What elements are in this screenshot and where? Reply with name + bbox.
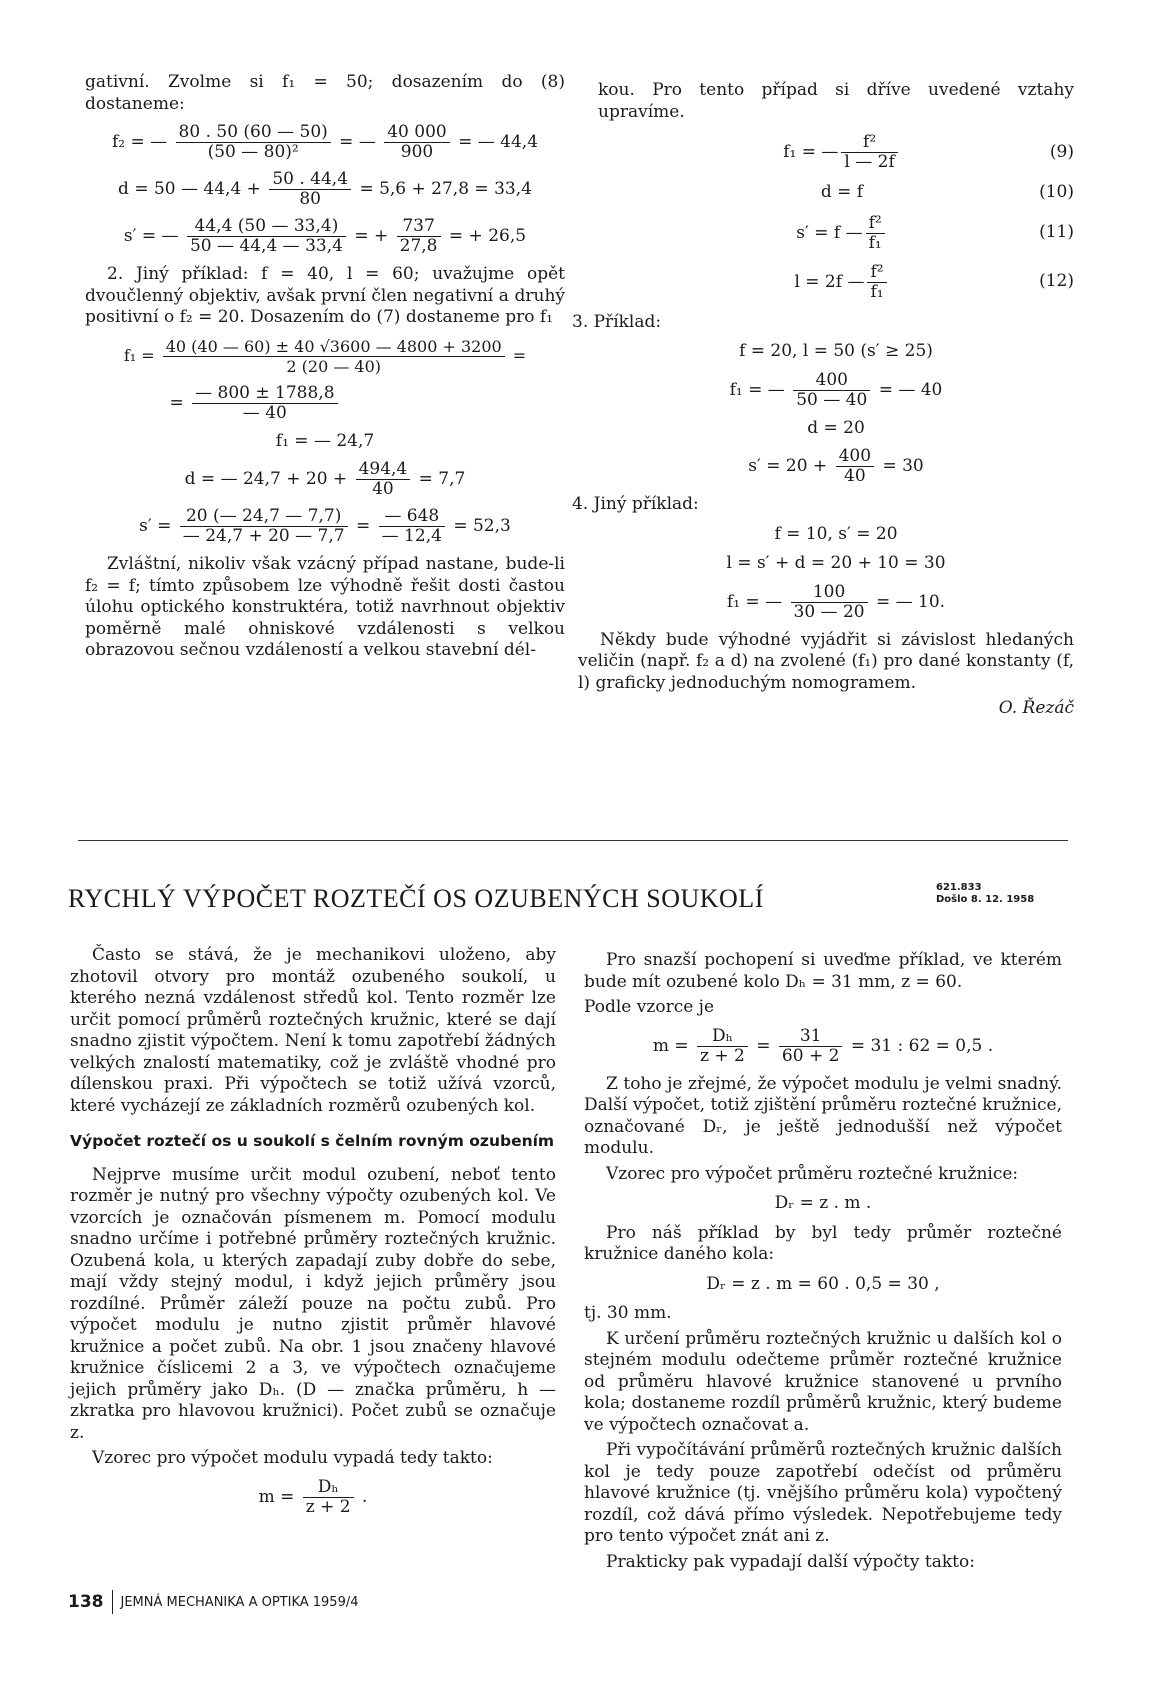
column-bottom-right	[584, 950, 1062, 1577]
equation-modul-example: m = $\frac{\text{Dₕ}}{z + 2}$ = $\frac{31}{60 + 2}$ = 31 : 62 = 0,5 .	[652, 1025, 994, 1066]
fraction: $\frac{20 (— 24,7 — 7,7)}{— 24,7 + 20 — 7,7}$	[180, 507, 348, 546]
paragraph: gativní. Zvolme si f₁ = 50; dosazením do (8) dostaneme:	[85, 72, 565, 114]
section-heading: Výpočet roztečí os u soukolí s čelním rovným ozubením	[70, 1132, 555, 1150]
fraction: $\frac{400}{50 — 40}$	[793, 371, 870, 410]
equation-9: f₁ = — $\frac{\text{f²}}{l — 2f}$ (9)	[783, 132, 1074, 172]
fraction: $\frac{80 . 50 (60 — 50)}{\text{(50 — 80)²}}$	[176, 123, 331, 162]
page-footer	[68, 1590, 359, 1614]
paragraph: Zvláštní, nikoliv však vzácný případ nastane, bude-li f₂ = f; tímto způsobem lze výhodně řešit dosti častou úlohu optického konstruktéra, totiž navrhnout objektiv poměrně malé ohniskové vzdálenosti s velkou obrazovou sečnou vzdáleností a velkou stavební dél-	[85, 554, 565, 660]
fraction: $\frac{40 (40 — 60) \pm 40 √3600 — 4800 + 3200}{2 (20 — 40)}$	[163, 337, 505, 376]
paragraph: Nejprve musíme určit modul ozubení, neboť tento rozměr je nutný pro všechny výpočty ozubených kol. Ve vzorcích je označován písmenem m. Pomocí modulu snadno určíme i potřebné průměry roztečných kružnic. Ozubená kola, u kterých zapadají zuby dobře do sebe, mají vždy stejný modul, i když jejich průměry jsou rozdílné. Průměr záleží pouze na počtu zubů. Pro výpočet modulu je nutno zjistit průměr hlavové kružnice a počet zubů. Na obr. 1 jsou značeny hlavové kružnice číslicemi 2 a 3, ve výpočtech označujeme jejich průměry jako Dₕ. (D — značka průměru, h — zkratka pro hlavovou kružnici). Počet zubů se označuje z.	[70, 1164, 556, 1443]
paragraph: Při vypočítávání průměrů roztečných kružnic dalších kol je tedy pouze zapotřebí odečíst od průměru hlavové kružnice (tj. vnějšího průměru kola) vypočtený rozdíl, což dává přímo výsledek. Nepotřebujeme tedy pro tento výpočet znát ani z.	[584, 1440, 1062, 1546]
equation-number: (11)	[1039, 222, 1074, 243]
fraction: $\frac{100}{30 — 20}$	[791, 583, 868, 622]
fraction: $\frac{50 . 44,4}{80}$	[269, 170, 351, 209]
equation: s′ = 20 + $\frac{400}{40}$ = 30	[748, 446, 924, 486]
paragraph: Vzorec pro výpočet modulu vypadá tedy takto:	[92, 1448, 493, 1468]
paragraph: Pro náš příklad by byl tedy průměr roztečné kružnice daného kola:	[584, 1222, 1062, 1264]
column-top-left	[85, 72, 565, 666]
fraction: $\frac{31}{60 + 2}$	[779, 1027, 843, 1066]
fraction: $\frac{\text{Dₕ}}{z + 2}$	[697, 1027, 748, 1066]
fraction: $\frac{\text{f²}}{l — 2f}$	[841, 133, 897, 172]
equation: Dᵣ = z . m = 60 . 0,5 = 30 ,	[706, 1273, 940, 1294]
paragraph: Pro snazší pochopení si uveďme příklad, ve kterém bude mít ozubené kolo Dₕ = 31 mm, z = 60.	[584, 950, 1062, 992]
received-date: Došlo 8. 12. 1958	[936, 894, 1035, 905]
equation-11: s′ = f — $\frac{\text{f²}}{\text{f₁}}$ (11)	[796, 212, 1074, 253]
fraction: $\frac{44,4 (50 — 33,4)}{50 — 44,4 — 33,4}$	[187, 217, 346, 256]
equation-d2: d = — 24,7 + 20 + $\frac{494,4}{40}$ = 7,7	[184, 459, 466, 499]
page-number: 138	[68, 1592, 104, 1612]
fraction: $\frac{737}{27,8}$	[397, 217, 441, 256]
equation-number: (10)	[1039, 182, 1074, 202]
equation: f₁ = — $\frac{100}{30 — 20}$ = — 10.	[726, 581, 946, 622]
equation-f2: f₂ = — $\frac{80 . 50 (60 — 50)}{\text{(50 — 80)²}}$ = — $\frac{40 000}{900}$ = — 44,4	[111, 122, 539, 162]
column-top-right	[572, 80, 1074, 720]
equation-number: (12)	[1039, 271, 1074, 292]
paragraph: K určení průměru roztečných kružnic u dalších kol o stejném modulu odečteme průměr roztečné kružnice od průměru hlavové kružnice stanovené u prvního kola; dostaneme rozdíl průměrů kružnic, který budeme ve výpočtech označovat a.	[584, 1328, 1062, 1435]
paragraph: Prakticky pak vypadají další výpočty takto:	[606, 1551, 975, 1572]
equation-12: l = 2f — $\frac{\text{f²}}{\text{f₁}}$ (12)	[794, 261, 1074, 302]
equation: l = s′ + d = 20 + 10 = 30	[726, 553, 946, 573]
footer-divider	[112, 1590, 113, 1614]
equation-number: (9)	[1049, 141, 1074, 162]
equation-s2: s′ = $\frac{20 (— 24,7 — 7,7)}{— 24,7 + 20 — 7,7}$ = $\frac{— 648}{— 12,4}$ = 52,3	[139, 506, 511, 546]
paragraph: Často se stává, že je mechanikovi uloženo, aby zhotovil otvory pro montáž ozubeného soukolí, u kterého nezná vzdálenost středů kol. Tento rozměr lze určit pomocí průměrů roztečných kružnic, které se dají snadno zjistit výpočtem. Není k tomu zapotřebí žádných velkých znalostí matematiky, což je zvláště vhodné pro dílenskou praxi. Při výpočtech se totiž užívá vzorců, které vycházejí ze základních rozměrů ozubených kol.	[70, 945, 556, 1116]
fraction: $\frac{\text{f²}}{\text{f₁}}$	[866, 214, 885, 253]
fraction: $\frac{— 648}{— 12,4}$	[379, 507, 445, 546]
equation-d: d = 50 — 44,4 + $\frac{50 . 44,4}{80}$ = 5,6 + 27,8 = 33,4	[118, 169, 532, 209]
paragraph: Podle vzorce je	[584, 997, 715, 1017]
equation: f₁ = — $\frac{400}{50 — 40}$ = — 40	[729, 369, 943, 410]
paragraph: Někdy bude výhodné vyjádřit si závislost hledaných veličin (např. f₂ a d) na zvolené (f₁) pro dané konstanty (f, l) graficky jednoduchým nomogramem.	[578, 629, 1074, 693]
paragraph: 2. Jiný příklad: f = 40, l = 60; uvažujme opět dvoučlenný objektiv, avšak první člen negativní a druhý positivní o f₂ = 20. Dosazením do (7) dostaneme pro f₁	[85, 264, 565, 327]
equation: d = 20	[807, 417, 865, 438]
paragraph: Vzorec pro výpočet průměru roztečné kružnice:	[606, 1163, 1019, 1184]
column-bottom-left	[70, 945, 556, 1525]
equation-s: s′ = — $\frac{44,4 (50 — 33,4)}{50 — 44,4 — 33,4}$ = + $\frac{737}{27,8}$ = + 26,5	[123, 216, 527, 256]
paragraph: tj. 30 mm.	[584, 1303, 672, 1323]
article-meta	[936, 882, 1034, 906]
fraction: $\frac{400}{40}$	[836, 447, 874, 486]
example-heading: 4. Jiný příklad:	[572, 494, 699, 514]
fraction: $\frac{40 000}{900}$	[384, 123, 449, 162]
fraction: $\frac{\text{Dₕ}}{z + 2}$	[303, 1478, 354, 1517]
author-signature: O. Řezáč	[998, 698, 1074, 718]
equation-f1: f₁ = $\frac{40 (40 — 60) \pm 40 √3600 — 4800 + 3200}{2 (20 — 40)}$ =	[123, 336, 527, 376]
fraction: $\frac{494,4}{40}$	[356, 460, 411, 499]
udc-code: 621.833	[936, 882, 982, 893]
equation-f1-result: f₁ = — 24,7	[275, 430, 375, 451]
equation-10: d = f (10)	[820, 182, 1074, 202]
fraction: $\frac{— 800 \pm 1788,8}{— 40}$	[192, 384, 337, 423]
paragraph: kou. Pro tento případ si dříve uvedené vztahy upravíme.	[598, 80, 1074, 122]
fraction: $\frac{\text{f²}}{\text{f₁}}$	[867, 263, 886, 302]
example-heading: 3. Příklad:	[572, 311, 662, 332]
equation-modul: m = $\frac{\text{Dₕ}}{z + 2}$ .	[258, 1476, 368, 1517]
equation: Dᵣ = z . m .	[774, 1193, 872, 1213]
section-divider	[78, 840, 1068, 841]
equation: f = 20, l = 50 (s′ ≥ 25)	[739, 341, 933, 361]
paragraph: Z toho je zřejmé, že výpočet modulu je velmi snadný. Další výpočet, totiž zjištění průměru roztečné kružnice, označované Dᵣ, je ještě jednodušší než výpočet modulu.	[584, 1073, 1062, 1158]
journal-name: JEMNÁ MECHANIKA A OPTIKA 1959/4	[120, 1594, 359, 1610]
equation: f = 10, s′ = 20	[774, 523, 898, 544]
equation-f1-cont: = $\frac{— 800 \pm 1788,8}{— 40}$	[85, 384, 565, 423]
article-title: RYCHLÝ VÝPOČET ROZTEČÍ OS OZUBENÝCH SOUKOLÍ	[68, 884, 764, 913]
